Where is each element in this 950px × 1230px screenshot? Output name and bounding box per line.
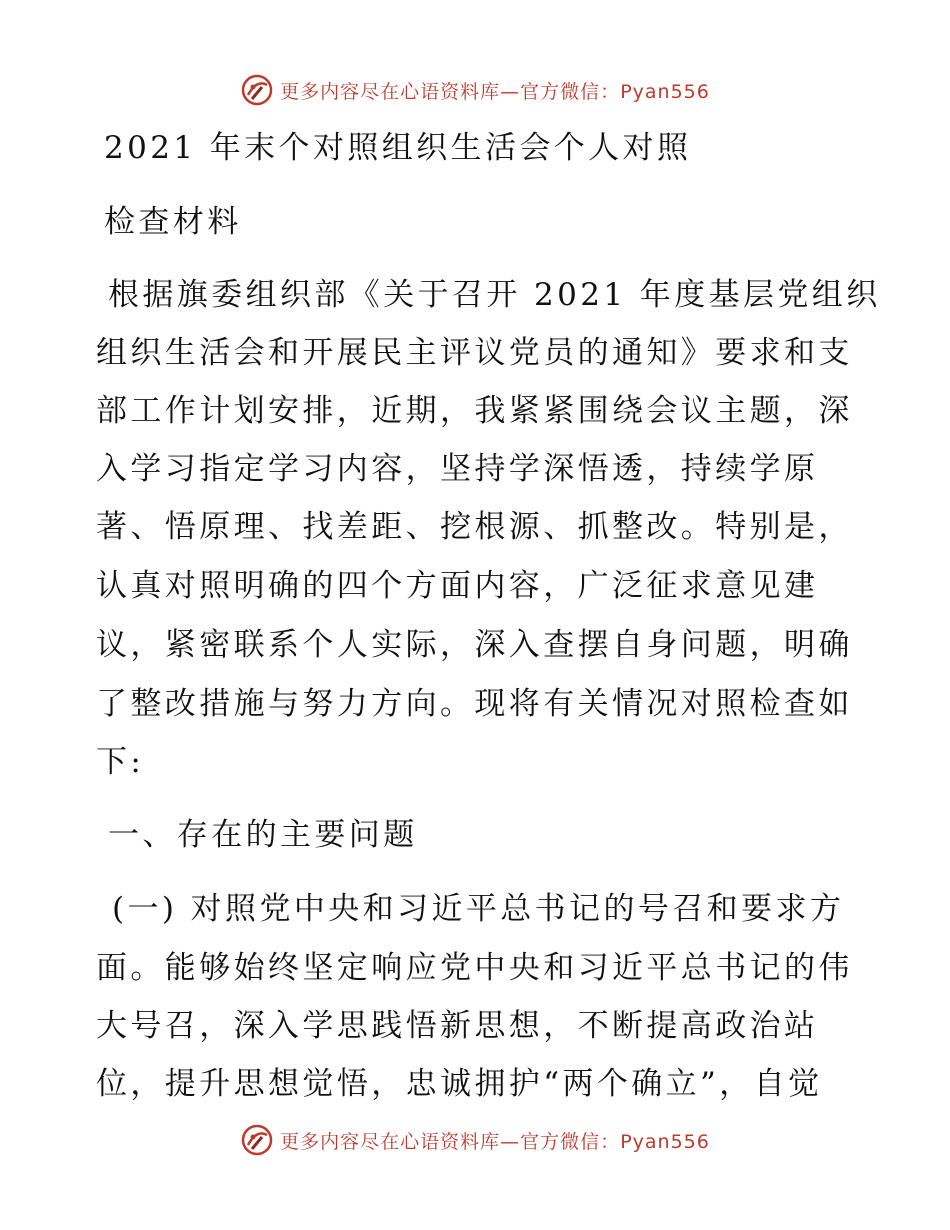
footer-watermark-banner bbox=[0, 1120, 950, 1160]
paragraph-line: 根据旗委组织部《关于召开 2021 年度基层党组织 bbox=[108, 277, 881, 313]
paragraph-line: 组织生活会和开展民主评议党员的通知》要求和支 bbox=[96, 335, 853, 371]
section-heading: 一、存在的主要问题 bbox=[108, 817, 418, 853]
logo-icon bbox=[240, 73, 274, 107]
paragraph-line: 大号召，深入学思践悟新思想，不断提高政治站 bbox=[96, 1008, 819, 1044]
paragraph-line: 著、悟原理、找差距、挖根源、抓整改。特别是， bbox=[96, 509, 853, 545]
logo-icon bbox=[240, 1123, 274, 1157]
paragraph-line: 下: bbox=[96, 744, 145, 780]
paragraph-line: 部工作计划安排，近期，我紧紧围绕会议主题，深 bbox=[96, 393, 853, 429]
document-title-line-2: 检查材料 bbox=[104, 204, 242, 240]
paragraph-line: 议，紧密联系个人实际，深入查摆自身问题，明确 bbox=[96, 627, 853, 663]
paragraph-line: 了整改措施与努力方向。现将有关情况对照检查如 bbox=[96, 686, 853, 722]
paragraph-line: 认真对照明确的四个方面内容，广泛征求意见建 bbox=[96, 568, 819, 604]
paragraph-line: 入学习指定学习内容，坚持学深悟透，持续学原 bbox=[96, 451, 819, 487]
document-title-line-1: 2021 年末个对照组织生活会个人对照 bbox=[104, 130, 692, 166]
watermark-text: 更多内容尽在心语资料库—官方微信：Pyan556 bbox=[280, 1130, 710, 1153]
paragraph-line: 位，提升思想觉悟，忠诚拥护“两个确立”，自觉 bbox=[96, 1066, 823, 1102]
paragraph-line: (一) 对照党中央和习近平总书记的号召和要求方 bbox=[112, 891, 845, 927]
paragraph-line: 面。能够始终坚定响应党中央和习近平总书记的伟 bbox=[96, 950, 853, 986]
watermark-text: 更多内容尽在心语资料库—官方微信：Pyan556 bbox=[280, 80, 710, 103]
header-watermark-banner bbox=[0, 70, 950, 110]
